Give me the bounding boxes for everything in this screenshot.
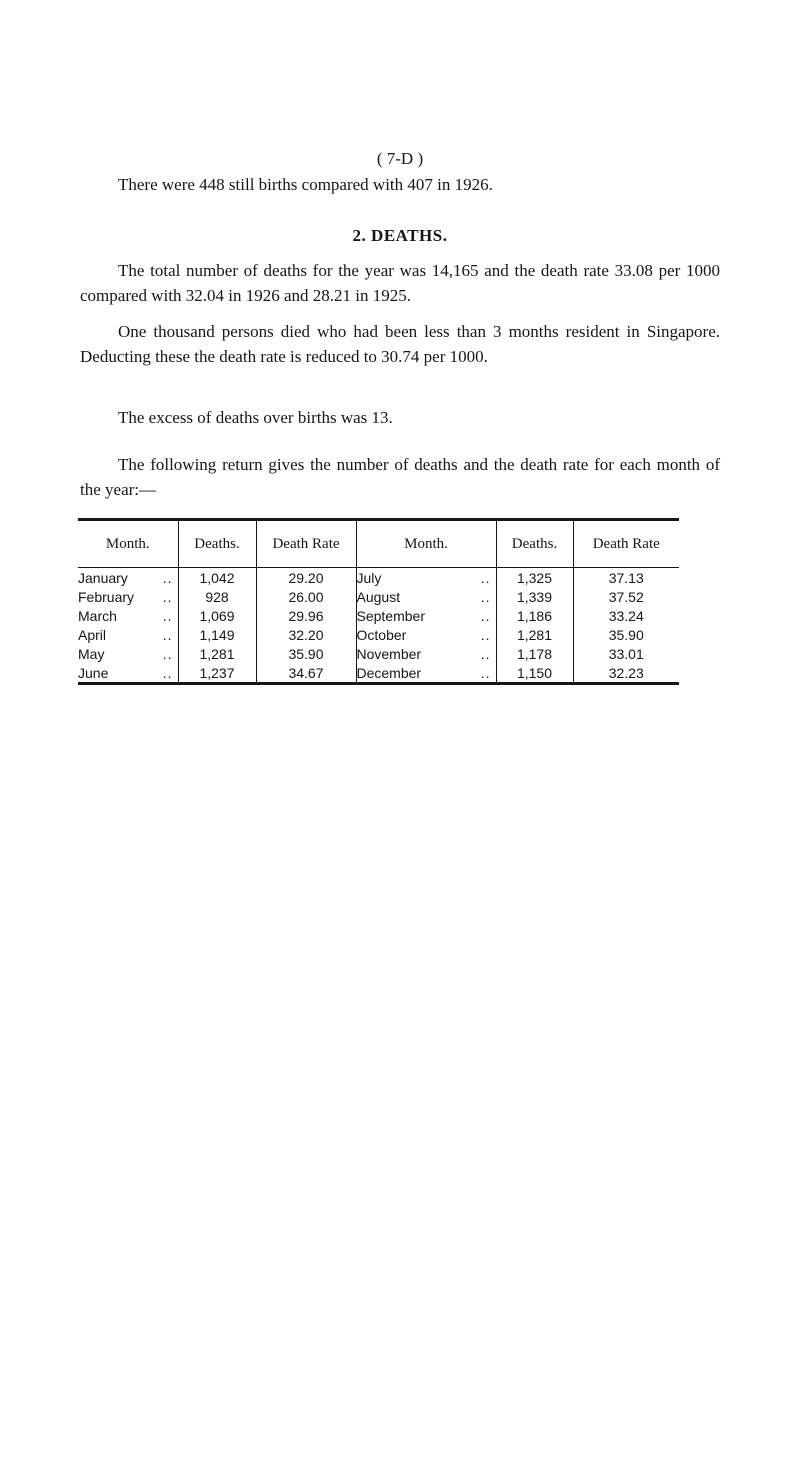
dot-leader: .. (480, 588, 491, 605)
deaths-cell: 1,178 (496, 644, 573, 663)
death-rate-cell: 29.96 (256, 606, 356, 625)
deaths-cell: 1,237 (178, 663, 256, 684)
death-rate-cell: 33.24 (573, 606, 679, 625)
month-name: January (78, 569, 128, 586)
dot-leader: .. (162, 569, 173, 586)
death-rate-cell: 33.01 (573, 644, 679, 663)
death-rate-cell: 29.20 (256, 568, 356, 588)
header-death-rate-2: Death Rate (573, 520, 679, 568)
deaths-total-paragraph: The total number of deaths for the year was 14,165 and the death rate 33.08 per 1000 compared with 32.04 in 1926 and 28.21 in 1925. (80, 261, 720, 305)
page-number: ( 7-D ) (376, 149, 424, 168)
month-cell-second-half (356, 663, 496, 684)
deaths-cell: 1,281 (496, 625, 573, 644)
dot-leader: .. (162, 664, 173, 681)
death-rate-cell: 32.23 (573, 663, 679, 684)
table-row (78, 625, 679, 644)
dot-leader: .. (480, 607, 491, 624)
death-rate-cell: 37.52 (573, 587, 679, 606)
deaths-cell: 1,325 (496, 568, 573, 588)
short-residents-paragraph: One thousand persons died who had been less than 3 months resident in Singapore. Deducting these the death rate is reduced to 30.74 per 1000. (80, 322, 720, 366)
header-deaths-2: Deaths. (496, 520, 573, 568)
month-cell-first-half (78, 625, 178, 644)
header-month-2: Month. (356, 520, 496, 568)
death-rate-cell: 34.67 (256, 663, 356, 684)
month-cell-second-half (356, 606, 496, 625)
month-name: July (356, 569, 382, 586)
death-rate-cell: 26.00 (256, 587, 356, 606)
header-death-rate-1: Death Rate (256, 520, 356, 568)
dot-leader: .. (480, 664, 491, 681)
month-name: February (78, 588, 135, 605)
dot-leader: .. (480, 626, 491, 643)
table-row (78, 663, 679, 684)
death-rate-cell: 32.20 (256, 625, 356, 644)
deaths-cell: 1,150 (496, 663, 573, 684)
month-name: April (78, 626, 107, 643)
deaths-cell: 1,149 (178, 625, 256, 644)
table-row (78, 606, 679, 625)
month-cell-first-half (78, 587, 178, 606)
death-rate-cell: 35.90 (256, 644, 356, 663)
deaths-cell: 1,281 (178, 644, 256, 663)
table-row (78, 568, 679, 588)
excess-paragraph: The excess of deaths over births was 13. (118, 408, 393, 427)
month-cell-second-half (356, 568, 496, 588)
month-name: September (356, 607, 425, 624)
table-row (78, 587, 679, 606)
month-cell-first-half (78, 568, 178, 588)
month-name: August (356, 588, 401, 605)
month-name: December (356, 664, 422, 681)
month-cell-first-half (78, 663, 178, 684)
dot-leader: .. (162, 626, 173, 643)
deaths-cell: 928 (178, 587, 256, 606)
dot-leader: .. (162, 588, 173, 605)
month-cell-first-half (78, 644, 178, 663)
header-month-1: Month. (78, 520, 178, 568)
monthly-deaths-table (78, 518, 679, 685)
table-body (78, 568, 679, 684)
death-rate-cell: 35.90 (573, 625, 679, 644)
month-cell-first-half (78, 606, 178, 625)
month-name: October (356, 626, 407, 643)
deaths-cell: 1,339 (496, 587, 573, 606)
deaths-cell: 1,042 (178, 568, 256, 588)
dot-leader: .. (162, 607, 173, 624)
month-cell-second-half (356, 587, 496, 606)
month-name: November (356, 645, 422, 662)
death-rate-cell: 37.13 (573, 568, 679, 588)
month-cell-second-half (356, 644, 496, 663)
month-cell-second-half (356, 625, 496, 644)
month-name: June (78, 664, 109, 681)
month-name: March (78, 607, 117, 624)
return-intro-paragraph: The following return gives the number of deaths and the death rate for each month of the year:— (80, 455, 720, 499)
dot-leader: .. (480, 569, 491, 586)
month-name: May (78, 645, 105, 662)
dot-leader: .. (480, 645, 491, 662)
still-births-paragraph: There were 448 still births compared with 407 in 1926. (118, 175, 493, 194)
table-row (78, 644, 679, 663)
dot-leader: .. (162, 645, 173, 662)
section-heading: 2. DEATHS. (352, 226, 448, 245)
table-header-row (78, 520, 679, 568)
deaths-cell: 1,069 (178, 606, 256, 625)
header-deaths-1: Deaths. (178, 520, 256, 568)
deaths-cell: 1,186 (496, 606, 573, 625)
